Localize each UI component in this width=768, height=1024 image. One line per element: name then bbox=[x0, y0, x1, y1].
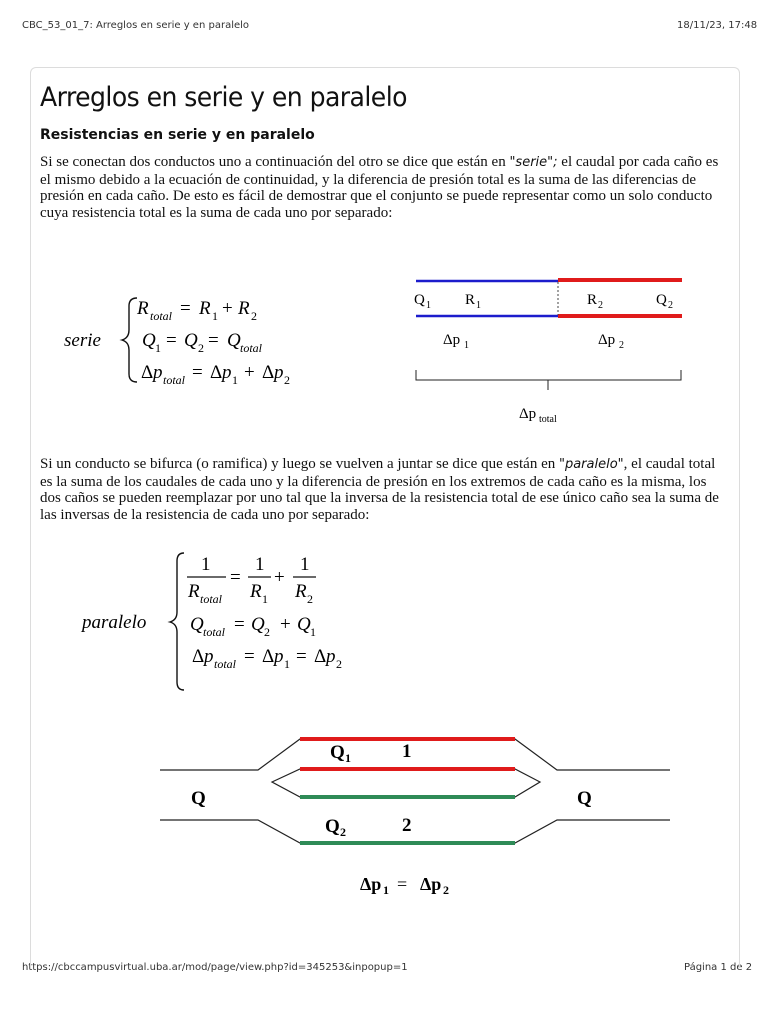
serie-p1-sub: 1 bbox=[232, 373, 238, 387]
par-num2: 1 bbox=[255, 554, 265, 575]
serie-r2-sub: 2 bbox=[251, 309, 257, 323]
par-diag-dp2: Δp bbox=[420, 874, 442, 894]
par-num3: 1 bbox=[300, 554, 310, 575]
section-subtitle: Resistencias en serie y en paralelo bbox=[40, 127, 315, 143]
serie-label: serie bbox=[64, 330, 101, 351]
par-q-total: Q bbox=[190, 614, 204, 635]
serie-diag-dp1: Δp bbox=[443, 332, 461, 348]
serie-total-sub2: total bbox=[240, 341, 263, 355]
par-diag-q2-sub: 2 bbox=[340, 825, 346, 839]
par-den-r: R bbox=[188, 581, 200, 602]
par-p-total: p bbox=[204, 646, 214, 667]
serie-total-sub1: total bbox=[150, 309, 173, 323]
par-diag-q-right: Q bbox=[577, 788, 592, 809]
serie-r1-sub: 1 bbox=[212, 309, 218, 323]
par-den-total: total bbox=[200, 592, 223, 606]
serie-diag-dp2-sub: 2 bbox=[619, 340, 624, 351]
serie-r1: R bbox=[199, 298, 211, 319]
para1-after: el caudal por cada caño es el mismo debido a la ecuación de continuidad, y la diferencia de presión total es la suma de las diferencias de presión en cada caño. De esto es fácil de demostrar que el conjunto se puede representar como un solo conducto cuya resistencia total es la suma de cada uno por separado: bbox=[40, 154, 719, 221]
serie-eq4: = bbox=[192, 362, 203, 383]
serie-diag-q1: Q bbox=[414, 292, 425, 308]
serie-delta-a: Δ bbox=[141, 362, 154, 383]
page-title: Arreglos en serie y en paralelo bbox=[40, 82, 407, 113]
serie-diag-q2-sub: 2 bbox=[668, 300, 673, 311]
par-diag-q1-sub: 1 bbox=[345, 751, 351, 765]
page-url: https://cbccampusvirtual.uba.ar/mod/page/view.php?id=345253&inpopup=1 bbox=[22, 962, 408, 973]
serie-diag-q2: Q bbox=[656, 292, 667, 308]
serie-diag-r1-sub: 1 bbox=[476, 300, 481, 311]
print-title: CBC_53_01_7: Arreglos en serie y en paralelo bbox=[22, 20, 250, 31]
serie-diag-r2-sub: 2 bbox=[598, 300, 603, 311]
par-q-total-sub: total bbox=[203, 625, 226, 639]
para1-before: Si se conectan dos conductos uno a continuación del otro se dice que están en bbox=[40, 154, 510, 170]
par-diag-eq: = bbox=[397, 874, 408, 894]
serie-q2: Q bbox=[184, 330, 198, 351]
paralelo-label: paralelo bbox=[82, 612, 147, 633]
serie-diag-q1-sub: 1 bbox=[426, 300, 431, 311]
para2-emphasis: "paralelo" bbox=[558, 457, 624, 472]
para1-emphasis: "serie"; bbox=[509, 155, 558, 170]
par-eq2: = bbox=[234, 614, 245, 635]
par-eq3: = bbox=[244, 646, 255, 667]
par-delta-a: Δ bbox=[192, 646, 205, 667]
par-diag-dp1-sub: 1 bbox=[383, 883, 389, 897]
par-diag-branch1: 1 bbox=[402, 741, 412, 762]
serie-q1: Q bbox=[142, 330, 156, 351]
par-den-r2-sub: 2 bbox=[307, 592, 313, 606]
par-q1-sub: 1 bbox=[310, 625, 316, 639]
serie-diag-dptotal: Δp bbox=[519, 406, 537, 422]
serie-delta-b: Δ bbox=[210, 362, 223, 383]
par-diag-q-left: Q bbox=[191, 788, 206, 809]
serie-eq2: = bbox=[166, 330, 177, 351]
par-q1: Q bbox=[297, 614, 311, 635]
serie-diag-r1: R bbox=[465, 292, 476, 308]
serie-plus1: + bbox=[222, 298, 233, 319]
serie-p-total: p bbox=[153, 362, 163, 383]
serie-q1-sub: 1 bbox=[155, 341, 161, 355]
par-num1: 1 bbox=[201, 554, 211, 575]
para2-after: , el caudal total es la suma de los caudales de cada uno y la diferencia de presión en los extremos de cada caño es la misma, los dos caños se pueden reemplazar por uno tal que la inversa de la resistencia total de ese único caño sea la suma de las inversas de la resistencia de cada uno por separado: bbox=[40, 456, 719, 523]
para2-before: Si un conducto se bifurca (o ramifica) y luego se vuelven a juntar se dice que están en bbox=[40, 456, 559, 472]
serie-q-total: Q bbox=[227, 330, 241, 351]
serie-diag-dp1-sub: 1 bbox=[464, 340, 469, 351]
serie-r-total: R bbox=[137, 298, 149, 319]
par-p2: p bbox=[326, 646, 336, 667]
serie-eq1: = bbox=[180, 298, 191, 319]
page-counter: Página 1 de 2 bbox=[684, 962, 753, 973]
serie-r2: R bbox=[238, 298, 250, 319]
par-p1-sub: 1 bbox=[284, 657, 290, 671]
branch-divider bbox=[272, 769, 540, 797]
par-eq1: = bbox=[230, 567, 241, 588]
par-q2: Q bbox=[251, 614, 265, 635]
serie-p1: p bbox=[222, 362, 232, 383]
par-p1: p bbox=[274, 646, 284, 667]
serie-diag-dp2: Δp bbox=[598, 332, 616, 348]
par-delta-c: Δ bbox=[314, 646, 327, 667]
par-p2-sub: 2 bbox=[336, 657, 342, 671]
serie-diag-r2: R bbox=[587, 292, 598, 308]
print-datetime: 18/11/23, 17:48 bbox=[677, 20, 758, 31]
serie-eq3: = bbox=[208, 330, 219, 351]
par-den-r1-sub: 1 bbox=[262, 592, 268, 606]
par-q2-sub: 2 bbox=[264, 625, 270, 639]
par-delta-b: Δ bbox=[262, 646, 275, 667]
serie-q2-sub: 2 bbox=[198, 341, 204, 355]
par-eq4: = bbox=[296, 646, 307, 667]
par-diag-q2: Q bbox=[325, 816, 340, 837]
par-den-r1: R bbox=[250, 581, 262, 602]
par-p-total-sub: total bbox=[214, 657, 237, 671]
serie-total-sub3: total bbox=[163, 373, 186, 387]
par-diag-dp1: Δp bbox=[360, 874, 382, 894]
serie-diag-dptotal-sub: total bbox=[539, 414, 557, 425]
par-plus2: + bbox=[280, 614, 291, 635]
serie-p2-sub: 2 bbox=[284, 373, 290, 387]
par-den-r2: R bbox=[295, 581, 307, 602]
par-diag-branch2: 2 bbox=[402, 815, 412, 836]
serie-p2: p bbox=[274, 362, 284, 383]
par-diag-dp2-sub: 2 bbox=[443, 883, 449, 897]
serie-plus2: + bbox=[244, 362, 255, 383]
par-plus1: + bbox=[274, 567, 285, 588]
serie-delta-c: Δ bbox=[262, 362, 275, 383]
outer-pipe-top bbox=[160, 739, 670, 770]
outer-pipe-bottom bbox=[160, 820, 670, 843]
par-diag-q1: Q bbox=[330, 742, 345, 763]
